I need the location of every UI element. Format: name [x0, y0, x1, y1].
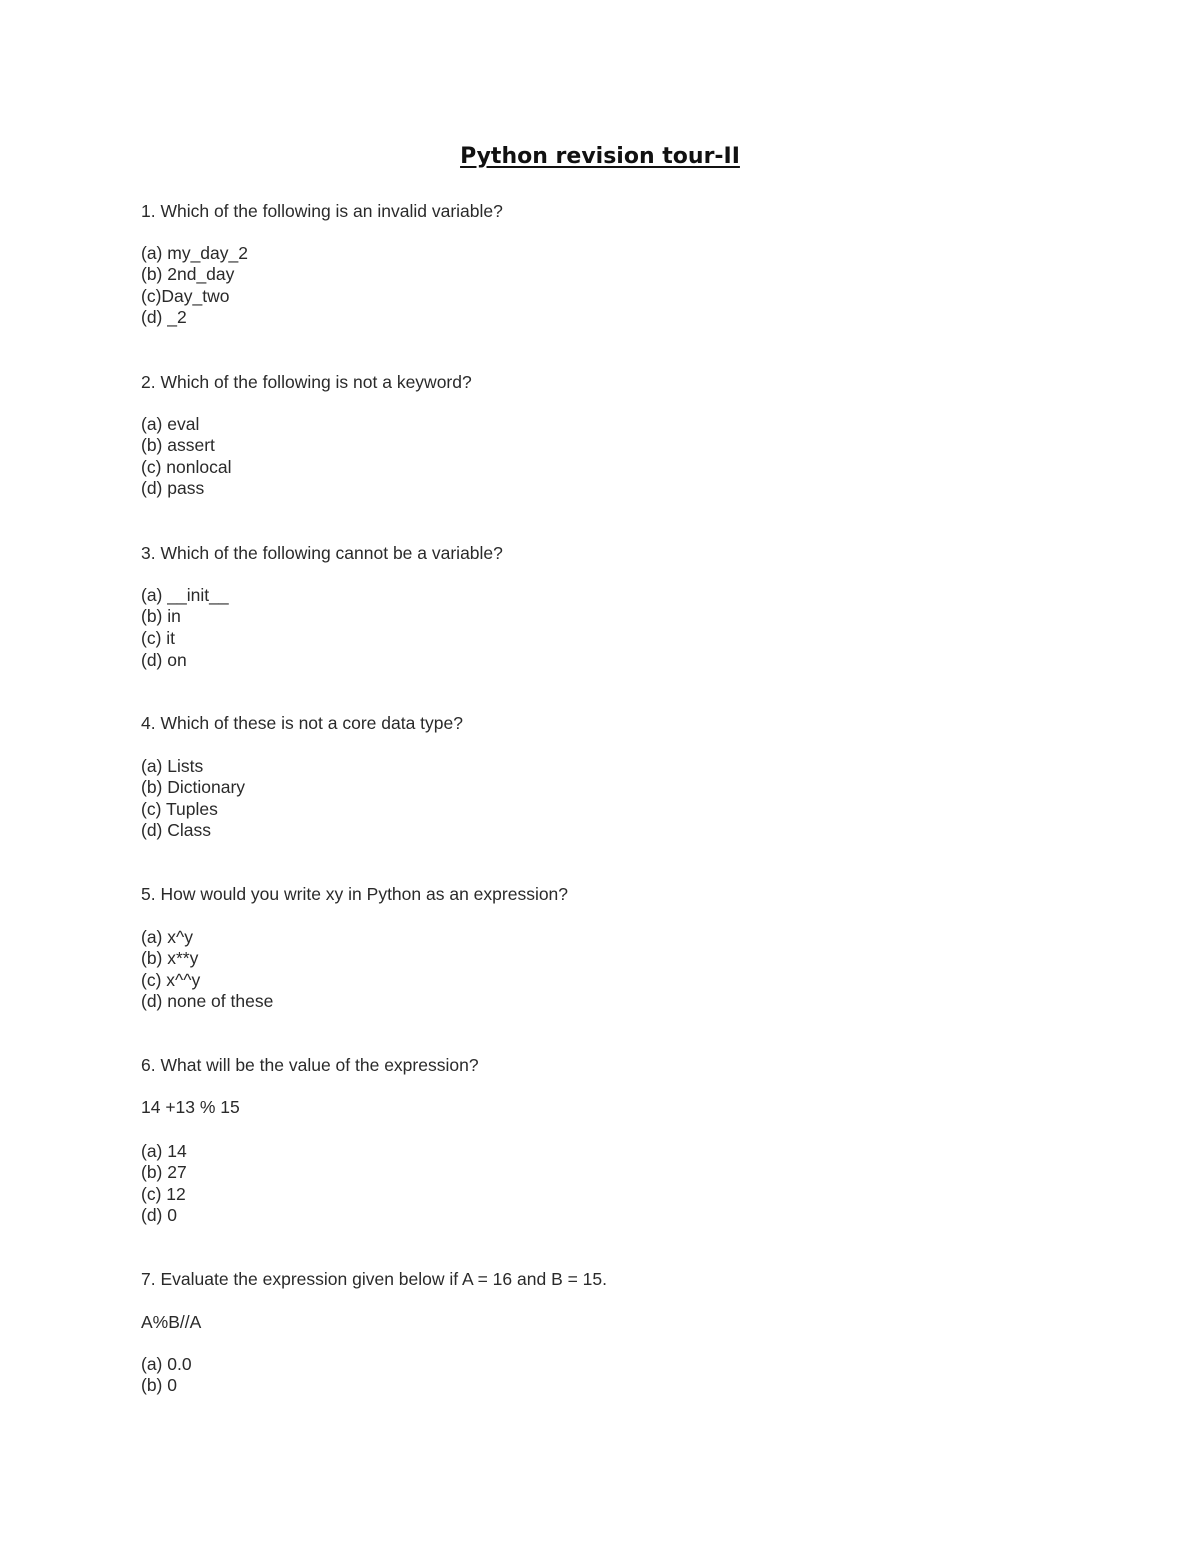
- question-6-expression: 14 +13 % 15: [141, 1097, 240, 1117]
- page-title: Python revision tour-II: [460, 144, 740, 169]
- question-1-text: 1. Which of the following is an invalid variable?: [141, 201, 503, 221]
- question-6-option-c: (c) 12: [141, 1184, 186, 1204]
- question-2-text: 2. Which of the following is not a keyword?: [141, 372, 472, 392]
- question-1-option-c: (c)Day_two: [141, 286, 230, 306]
- question-4-text: 4. Which of these is not a core data type?: [141, 713, 463, 733]
- question-2-option-a: (a) eval: [141, 414, 200, 434]
- question-4-option-a: (a) Lists: [141, 756, 204, 776]
- question-7-text: 7. Evaluate the expression given below if A = 16 and B = 15.: [141, 1269, 608, 1289]
- question-2-option-b: (b) assert: [141, 435, 215, 455]
- question-4-option-b: (b) Dictionary: [141, 777, 246, 797]
- question-7-expression: A%B//A: [141, 1312, 202, 1332]
- question-7-option-a: (a) 0.0: [141, 1354, 192, 1374]
- question-6-option-d: (d) 0: [141, 1205, 177, 1225]
- question-2-option-d: (d) pass: [141, 478, 205, 498]
- question-3-option-b: (b) in: [141, 606, 181, 626]
- question-7-option-b: (b) 0: [141, 1375, 177, 1395]
- question-6-option-a: (a) 14: [141, 1141, 187, 1161]
- question-3-option-c: (c) it: [141, 628, 176, 648]
- question-6-text: 6. What will be the value of the expression?: [141, 1055, 479, 1075]
- question-5-option-d: (d) none of these: [141, 991, 274, 1011]
- question-1-option-a: (a) my_day_2: [141, 243, 248, 263]
- question-1-option-d: (d) _2: [141, 307, 187, 327]
- question-6-option-b: (b) 27: [141, 1162, 187, 1182]
- question-4-option-c: (c) Tuples: [141, 799, 218, 819]
- question-3-option-d: (d) on: [141, 650, 187, 670]
- question-5-option-b: (b) x**y: [141, 948, 199, 968]
- question-3-option-a: (a) __init__: [141, 585, 229, 605]
- question-4-option-d: (d) Class: [141, 820, 212, 840]
- question-5-text: 5. How would you write xy in Python as an expression?: [141, 884, 569, 904]
- question-1-option-b: (b) 2nd_day: [141, 264, 235, 284]
- question-2-option-c: (c) nonlocal: [141, 457, 232, 477]
- question-3-text: 3. Which of the following cannot be a variable?: [141, 543, 503, 563]
- question-5-option-c: (c) x^^y: [141, 970, 201, 990]
- question-5-option-a: (a) x^y: [141, 927, 193, 947]
